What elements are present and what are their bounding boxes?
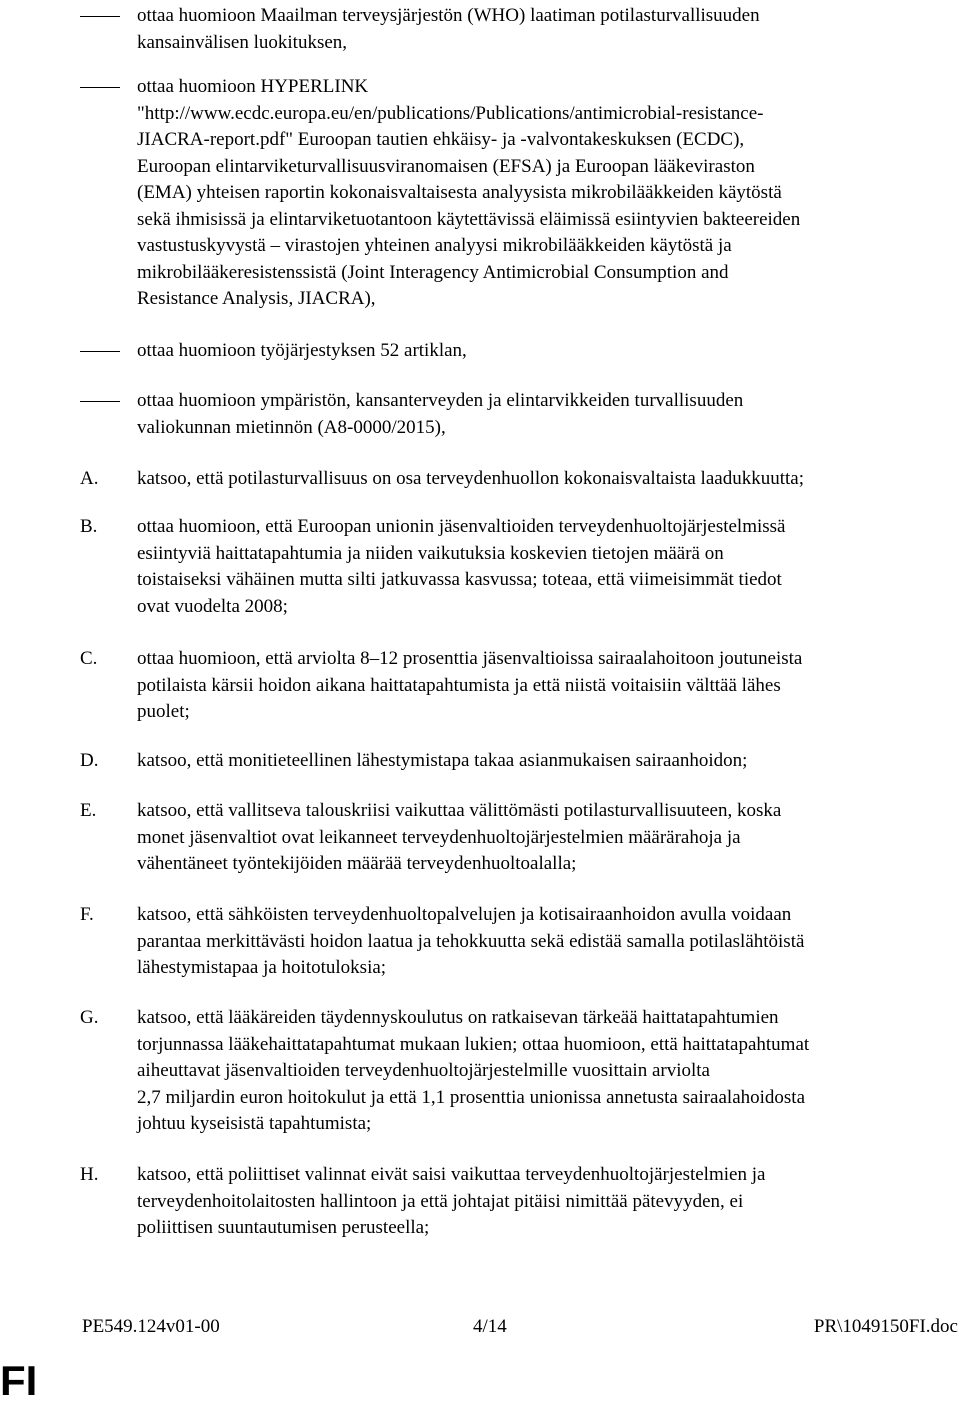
recital-letter: D. bbox=[80, 750, 99, 771]
recital-letter: F. bbox=[80, 904, 94, 925]
citation-text: ottaa huomioon työjärjestyksen 52 artiklan, bbox=[137, 340, 467, 361]
dash-marker bbox=[80, 401, 120, 402]
dash-marker bbox=[80, 351, 120, 352]
recital-text: katsoo, että monitieteellinen lähestymistapa takaa asianmukaisen sairaanhoidon; bbox=[137, 750, 748, 771]
dash-marker bbox=[80, 87, 120, 88]
footer-page-number: 4/14 bbox=[473, 1316, 507, 1337]
recital-letter: E. bbox=[80, 800, 97, 821]
footer-file-name: PR\1049150FI.doc bbox=[813, 1316, 958, 1337]
recital-letter: B. bbox=[80, 516, 98, 537]
footer-doc-ref: PE549.124v01-00 bbox=[82, 1316, 220, 1337]
recital-letter: C. bbox=[80, 648, 98, 669]
recital-text: katsoo, että vallitseva talouskriisi vaikuttaa välittömästi potilasturvallisuuteen, koska monet jäsenvaltiot ovat leikanneet terveydenhuoltojärjestelmien määrärahoja ja vähentäneet työntekijöiden määrää terveydenhuoltoalalla; bbox=[137, 800, 782, 874]
recital-text: ottaa huomioon, että Euroopan unionin jäsenvaltioiden terveydenhuoltojärjestelmissä esiintyviä haittatapahtumia ja niiden vaikutuksia koskevien tietojen määrä on toistaiseksi vähäinen mutta silti jatkuvassa kasvussa; toteaa, että viimeisimmät tiedot ovat vuodelta 2008; bbox=[137, 516, 786, 617]
citation-text: ottaa huomioon HYPERLINK "http://www.ecdc.europa.eu/en/publications/Publications/antimicrobial-resistance- JIACRA-report.pdf" Euroopan tautien ehkäisy- ja -valvontakeskuksen (ECDC), Euroopan elintarviketurvallisuusviranomaisen (EFSA) ja Euroopan lääkeviraston (EMA) yhteisen raportin kokonaisvaltaisesta analyysista mikrobilääkkeiden käytöstä sekä ihmisissä ja elintarviketuotantoon käytettävissä eläimissä esiintyvien bakteereiden vastustuskyvystä – virastojen yhteinen analyysi mikrobilääkkeiden käytöstä ja mikrobilääkeresistenssistä (Joint Interagency Antimicrobial Consumption and Resistance Analysis, JIACRA), bbox=[137, 76, 801, 309]
recital-text: katsoo, että lääkäreiden täydennyskoulutus on ratkaisevan tärkeää haittatapahtumien torjunnassa lääkehaittatapahtumat mukaan lukien; ottaa huomioon, että haittatapahtumat aiheuttavat jäsenvaltioiden terveydenhuoltojärjestelmille vuosittain arviolta 2,7 miljardin euron hoitokulut ja että 1,1 prosenttia unionissa annetusta sairaalahoidosta johtuu kyseisistä tapahtumista; bbox=[137, 1007, 810, 1134]
recital-letter: H. bbox=[80, 1164, 99, 1185]
recital-text: katsoo, että poliittiset valinnat eivät saisi vaikuttaa terveydenhuoltojärjestelmien ja terveydenhoitolaitosten hallintoon ja että johtajat pitäisi nimittää pätevyyden, ei poliittisen suuntautumisen perusteella; bbox=[137, 1164, 766, 1238]
dash-marker bbox=[80, 16, 120, 17]
recital-letter: A. bbox=[80, 468, 99, 489]
recital-text: katsoo, että sähköisten terveydenhuoltopalvelujen ja kotisairaanhoidon avulla voidaan parantaa merkittävästi hoidon laatua ja tehokkuutta sekä edistää samalla potilaslähtöistä lähestymistapaa ja hoitotuloksia; bbox=[137, 904, 805, 978]
recital-text: ottaa huomioon, että arviolta 8–12 prosenttia jäsenvaltioissa sairaalahoitoon joutuneista potilaista kärsii hoidon aikana haittatapahtumista ja että niistä voitaisiin välttää lähes puolet; bbox=[137, 648, 803, 722]
recital-text: katsoo, että potilasturvallisuus on osa terveydenhuollon kokonaisvaltaista laadukkuutta; bbox=[137, 468, 804, 489]
citation-text: ottaa huomioon ympäristön, kansanterveyden ja elintarvikkeiden turvallisuuden valiokunnan mietinnön (A8-0000/2015), bbox=[137, 390, 744, 438]
recital-letter: G. bbox=[80, 1007, 99, 1028]
language-code: FI bbox=[0, 1357, 38, 1404]
page-footer bbox=[0, 1314, 960, 1341]
citation-text: ottaa huomioon Maailman terveysjärjestön (WHO) laatiman potilasturvallisuuden kansainvälisen luokituksen, bbox=[137, 5, 760, 53]
